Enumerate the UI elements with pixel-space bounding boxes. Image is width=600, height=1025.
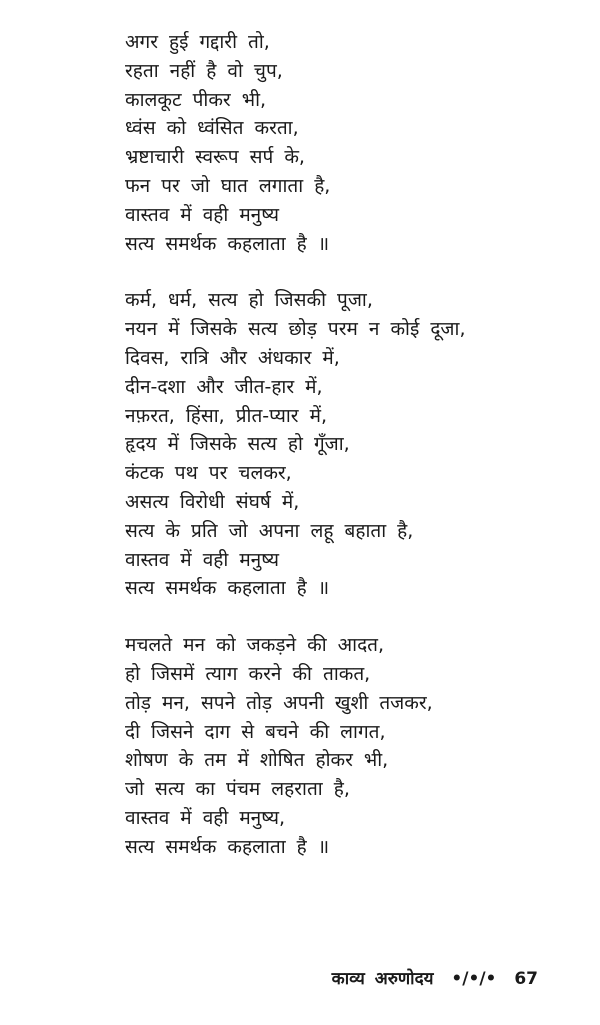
poem — [125, 28, 565, 890]
poem-line: सत्य समर्थक कहलाता है ॥ — [125, 835, 330, 858]
poem-line: कर्म, धर्म, सत्य हो जिसकी पूजा, — [125, 289, 373, 312]
stanza — [125, 28, 565, 258]
poem-line: सत्य के प्रति जो अपना लहू बहाता है, — [125, 519, 414, 542]
poem-line: ध्वंस को ध्वंसित करता, — [125, 117, 299, 140]
poem-line: जो सत्य का पंचम लहराता है, — [125, 778, 350, 801]
book-title: काव्य अरुणोदय — [331, 969, 434, 989]
page-footer — [324, 966, 538, 989]
poem-line: नयन में जिसके सत्य छोड़ परम न कोई दूजा, — [125, 318, 466, 341]
poem-line: तोड़ मन, सपने तोड़ अपनी खुशी तजकर, — [125, 691, 433, 714]
poem-line: मचलते मन को जकड़ने की आदत, — [125, 634, 385, 657]
page-number: 67 — [514, 969, 538, 989]
stanza — [125, 631, 565, 861]
poem-line: कंटक पथ पर चलकर, — [125, 462, 292, 485]
footer-ornament: •/•/• — [451, 969, 497, 989]
poem-line: दीन-दशा और जीत-हार में, — [125, 375, 323, 398]
poem-line: दी जिसने दाग से बचने की लागत, — [125, 720, 386, 743]
stanza — [125, 286, 565, 603]
poem-line: वास्तव में वही मनुष्य, — [125, 806, 286, 829]
poem-line: वास्तव में वही मनुष्य — [125, 203, 279, 226]
poem-line: सत्य समर्थक कहलाता है ॥ — [125, 577, 330, 600]
poem-line: रहता नहीं है वो चुप, — [125, 59, 283, 82]
poem-line: सत्य समर्थक कहलाता है ॥ — [125, 232, 330, 255]
poem-line: हृदय में जिसके सत्य हो गूँजा, — [125, 433, 350, 456]
poem-line: कालकूट पीकर भी, — [125, 88, 267, 111]
poem-line: हो जिसमें त्याग करने की ताकत, — [125, 662, 371, 685]
poem-line: फन पर जो घात लगाता है, — [125, 174, 331, 197]
poem-line: शोषण के तम में शोषित होकर भी, — [125, 749, 389, 772]
poem-line: दिवस, रात्रि और अंधकार में, — [125, 346, 340, 369]
poem-line: असत्य विरोधी संघर्ष में, — [125, 490, 300, 513]
poem-line: भ्रष्टाचारी स्वरूप सर्प के, — [125, 146, 305, 169]
poem-line: वास्तव में वही मनुष्य — [125, 548, 279, 571]
poem-line: नफ़रत, हिंसा, प्रीत-प्यार में, — [125, 404, 328, 427]
poem-line: अगर हुई गद्दारी तो, — [125, 31, 270, 53]
